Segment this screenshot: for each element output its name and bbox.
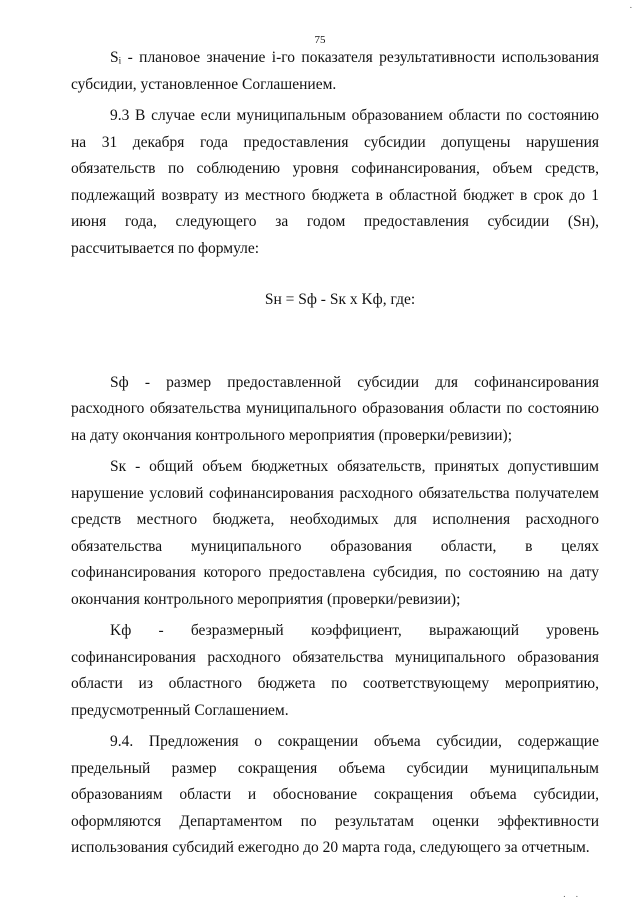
document-body (71, 45, 599, 862)
paragraph-sf-definition: Sф - размер предоставленной субсидии для софинансирования расходного обязательства муниципального образования области по состоянию на дату окончания контрольного мероприятия (проверки/ревизии); (71, 373, 599, 444)
paragraph-si-definition: Sᵢ - плановое значение i-го показателя результативности использования субсидии, установленное Соглашением. (71, 49, 599, 93)
page-number: 75 (314, 34, 326, 46)
paragraph-9-3: 9.3 В случае если муниципальным образованием области по состоянию на 31 декабря года предоставления субсидии допущены нарушения обязательств по соблюдению уровня софинансирования, объем средств, подлежащий возврату из местного бюджета в областной бюджет в срок до 1 июня года, следующего за годом предоставления субсидии (Sн), рассчитывается по формуле: (71, 107, 599, 257)
paragraph-sk-definition: Sк - общий объем бюджетных обязательств, принятых допустившим нарушение условий софинансирования расходного обязательства получателем средств местного бюджета, необходимых для исполнения расходного обязательства муниципального образования области, в целях софинансирования которого предоставлена субсидия, по состоянию на дату окончания контрольного мероприятия (проверки/ревизии); (71, 458, 599, 608)
paragraph-kf-definition: Kф - безразмерный коэффициент, выражающий уровень софинансирования расходного обязательства муниципального образования области из областного бюджета по соответствующему мероприятию, предусмотренный Соглашением. (71, 622, 599, 719)
paragraph-9-4: 9.4. Предложения о сокращении объема субсидии, содержащие предельный размер сокращения объема субсидии муниципальным образованиям области и обоснование сокращения объема субсидии, оформляются Департаментом по результатам оценки эффективности использования субсидий ежегодно до 20 марта года, следующего за отчетным. (71, 733, 599, 856)
scan-mark-bottom: . . (563, 889, 582, 899)
formula: Sн = Sф - Sк x Kф, где: (264, 291, 416, 308)
scan-mark-top: . (629, 0, 636, 10)
